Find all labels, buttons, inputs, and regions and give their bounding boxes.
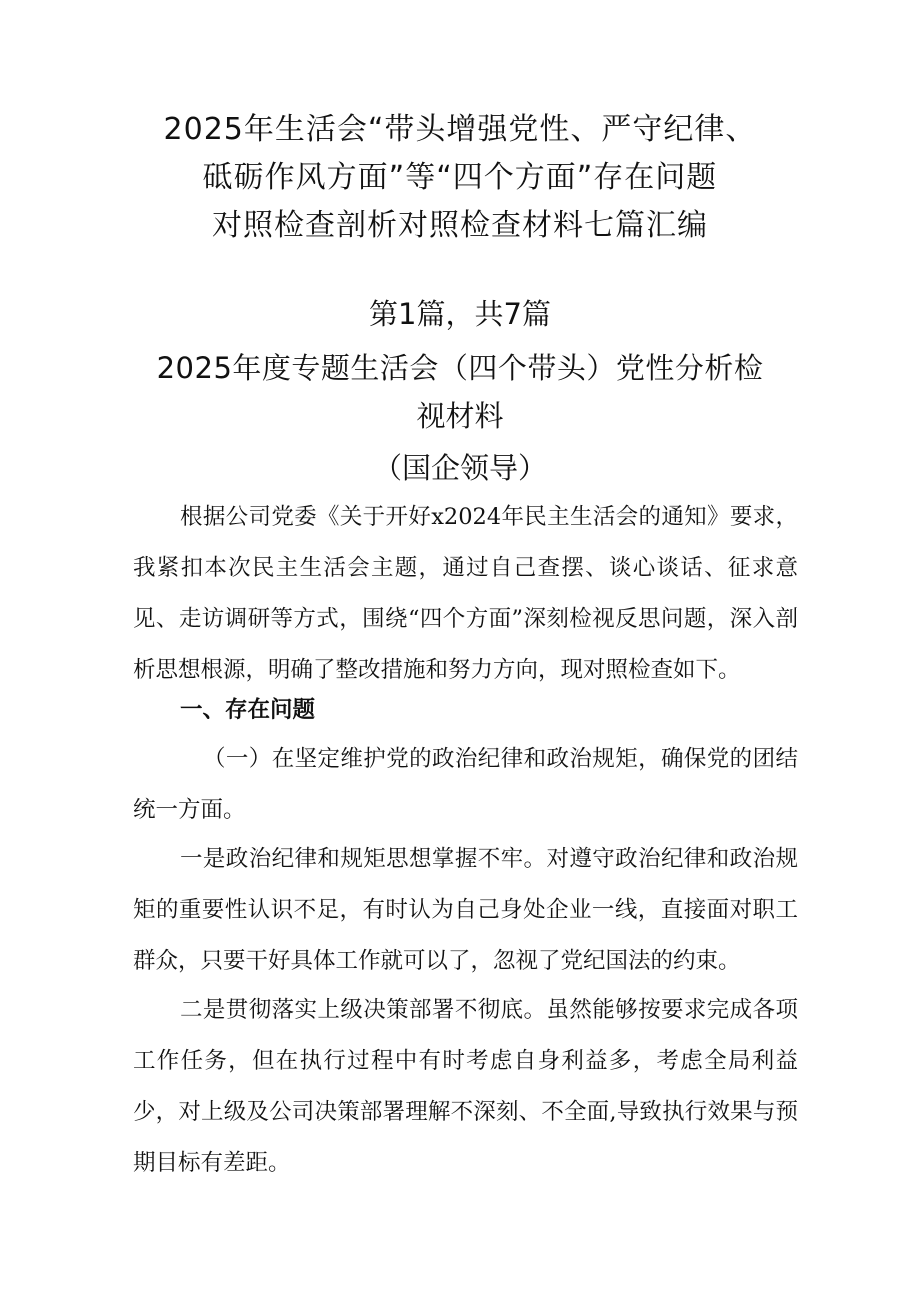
subtitle-line-3: （国企领导） (372, 451, 547, 485)
intro-paragraph: 根据公司党委《关于开好x2024年民主生活会的通知》要求，我紧扣本次民主生活会主题，通过自己查摆、谈心谈话、征求意见、走访调研等方式，围绕“四个方面”深刻检视反思问题，深入剖析思想根源，明确了整改措施和努力方向，现对照检查如下。 (133, 504, 798, 683)
doc-title-line-1: 2025年生活会“带头增强党性、严守纪律、 (163, 112, 757, 147)
part-label: 第1篇，共7篇 (369, 297, 551, 331)
subtitle-line-2: 视材料 (416, 399, 504, 433)
item-paragraph-2: 二是贯彻落实上级决策部署不彻底。虽然能够按要求完成各项工作任务，但在执行过程中有时考虑自身利益多，考虑全局利益少，对上级及公司决策部署理解不深刻、不全面,导致执行效果与预期目标有差距。 (133, 997, 798, 1176)
subsection-paragraph: （一）在坚定维护党的政治纪律和政治规矩，确保党的团结统一方面。 (133, 746, 798, 823)
doc-title-line-2: 砥砺作风方面”等“四个方面”存在问题 (202, 160, 718, 195)
section-heading: 一、存在问题 (180, 697, 316, 723)
item-paragraph-1: 一是政治纪律和规矩思想掌握不牢。对遵守政治纪律和政治规矩的重要性认识不足，有时认为自己身处企业一线，直接面对职工群众，只要干好具体工作就可以了，忽视了党纪国法的约束。 (133, 846, 798, 974)
doc-title-line-3: 对照检查剖析对照检查材料七篇汇编 (212, 208, 708, 243)
subtitle-line-1: 2025年度专题生活会（四个带头）党性分析检 (156, 351, 764, 385)
